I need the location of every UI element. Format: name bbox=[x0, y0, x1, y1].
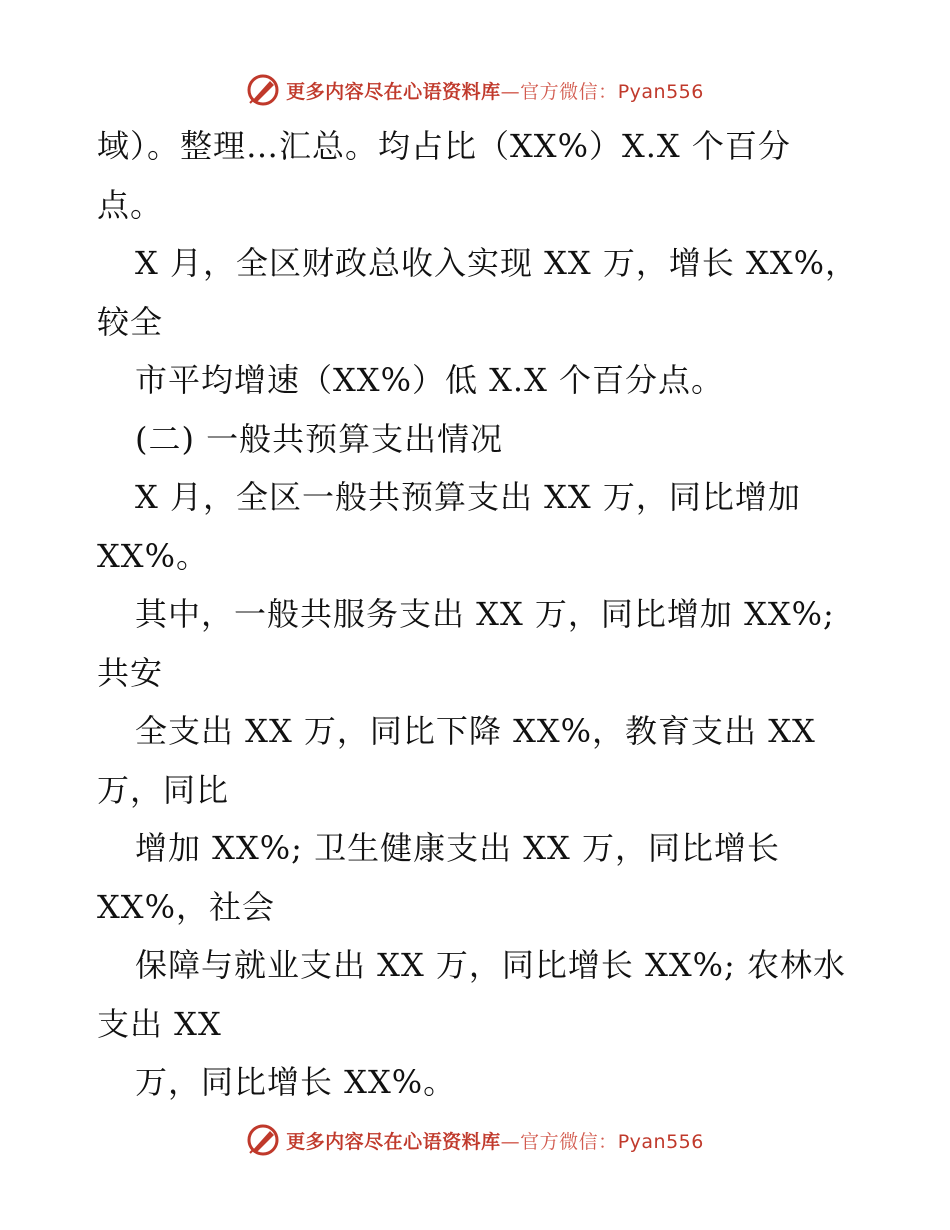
text-line: 点。 bbox=[97, 185, 164, 224]
text-line: 较全 bbox=[97, 302, 164, 341]
section-heading: (二) 一般共预算支出情况 bbox=[135, 419, 504, 458]
footer-banner bbox=[0, 1120, 950, 1160]
text-line: XX%，社会 bbox=[97, 887, 275, 926]
text-line: 增加 XX%; 卫生健康支出 XX 万，同比增长 bbox=[135, 829, 781, 867]
text-line: 万，同比增长 XX%。 bbox=[135, 1063, 457, 1101]
banner-account: Pyan556 bbox=[617, 1130, 704, 1153]
text-line: XX%。 bbox=[97, 536, 209, 575]
text-line: 共安 bbox=[97, 653, 164, 692]
banner-dash: — bbox=[500, 80, 521, 103]
banner-official-label: 官方微信： bbox=[520, 80, 618, 103]
banner-account: Pyan556 bbox=[617, 80, 704, 103]
text-line: 保障与就业支出 XX 万，同比增长 XX%; 农林水 bbox=[135, 946, 847, 984]
text-line: 支出 XX bbox=[97, 1004, 222, 1043]
quill-pen-logo-icon bbox=[246, 73, 280, 107]
text-line: 市平均增速（XX%）低 X.X 个百分点。 bbox=[135, 361, 725, 399]
header-banner bbox=[0, 70, 950, 110]
quill-pen-logo-icon bbox=[246, 1123, 280, 1157]
banner-text bbox=[286, 77, 704, 104]
text-line: 其中，一般共服务支出 XX 万，同比增加 XX%; bbox=[135, 595, 835, 633]
banner-text bbox=[286, 1127, 704, 1154]
document-body bbox=[97, 117, 877, 1112]
banner-main-text: 更多内容尽在心语资料库 bbox=[286, 80, 501, 103]
text-line: 域）。整理…汇总。均占比（XX%）X.X 个百分 bbox=[97, 127, 791, 165]
banner-official-label: 官方微信： bbox=[520, 1130, 618, 1153]
text-line: 万，同比 bbox=[97, 770, 230, 809]
banner-dash: — bbox=[500, 1130, 521, 1153]
text-line: X 月，全区财政总收入实现 XX 万，增长 XX%， bbox=[135, 244, 859, 282]
text-line: 全支出 XX 万，同比下降 XX%，教育支出 XX bbox=[135, 712, 816, 750]
text-line: X 月，全区一般共预算支出 XX 万，同比增加 bbox=[135, 478, 801, 516]
banner-main-text: 更多内容尽在心语资料库 bbox=[286, 1130, 501, 1153]
